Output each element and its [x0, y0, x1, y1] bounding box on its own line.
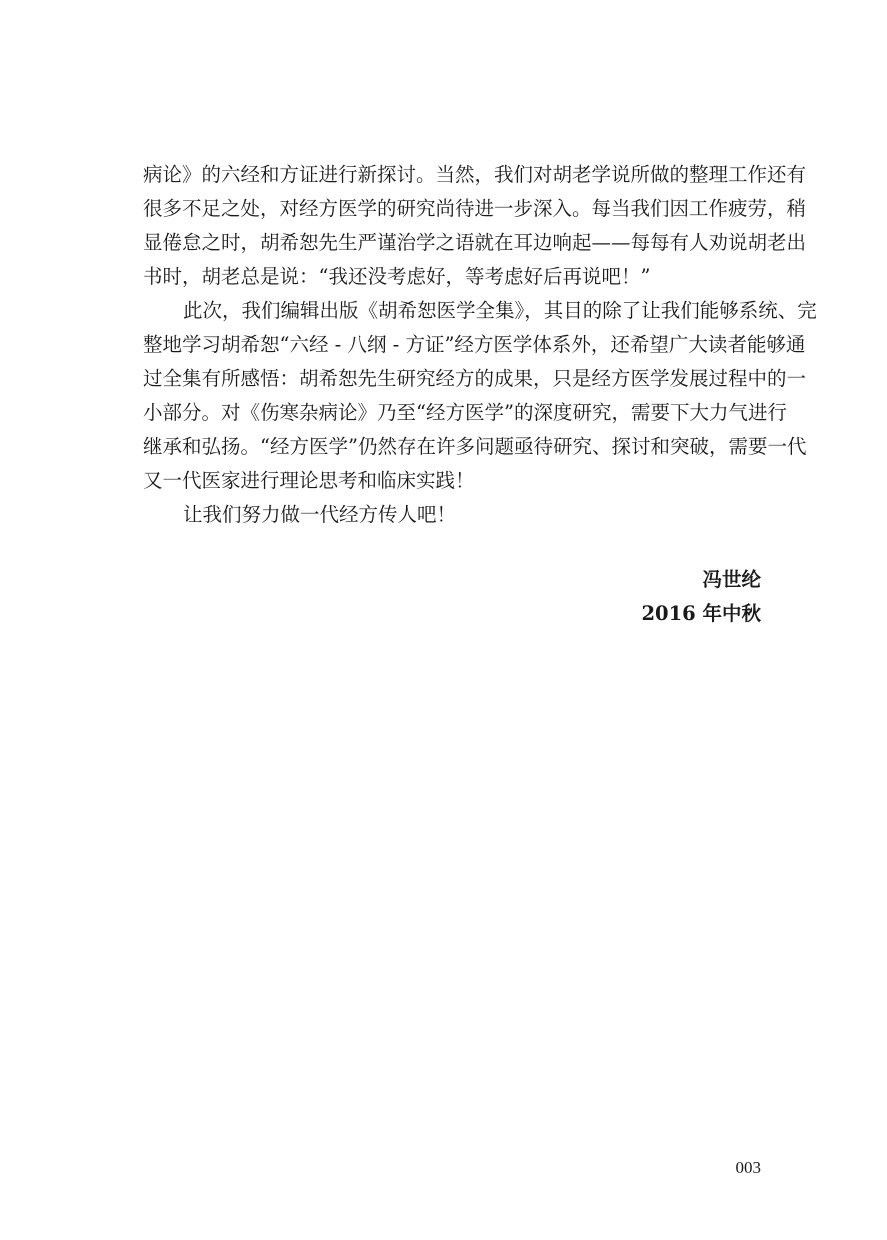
signature-block — [641, 563, 761, 631]
text-line: 显倦怠之时，胡希恕先生严谨治学之语就在耳边响起——每每有人劝说胡老出 — [143, 231, 807, 254]
text-line: 整地学习胡希恕“六经 - 八纲 - 方证”经方医学体系外，还希望广大读者能够通 — [143, 333, 806, 356]
paragraph-3 — [143, 498, 763, 532]
text-line: 又一代医家进行理论思考和临床实践！ — [143, 469, 475, 492]
text-line: 书时，胡老总是说：“我还没考虑好，等考虑好后再说吧！” — [143, 265, 651, 288]
text-line: 让我们努力做一代经方传人吧！ — [183, 503, 457, 526]
text-line: 过全集有所感悟：胡希恕先生研究经方的成果，只是经方医学发展过程中的一 — [143, 367, 807, 390]
signature-author: 冯世纶 — [702, 568, 761, 591]
text-line: 很多不足之处，对经方医学的研究尚待进一步深入。每当我们因工作疲劳，稍 — [143, 197, 807, 220]
text-line: 小部分。对《伤寒杂病论》乃至“经方医学”的深度研究，需要下大力气进行 — [143, 401, 787, 424]
text-line: 此次，我们编辑出版《胡希恕医学全集》，其目的除了让我们能够系统、完 — [183, 299, 817, 322]
paragraph-2 — [143, 294, 817, 498]
signature-date: 2016 年中秋 — [641, 602, 761, 625]
paragraph-1 — [143, 158, 807, 294]
text-line: 病论》的六经和方证进行新探讨。当然，我们对胡老学说所做的整理工作还有 — [143, 163, 807, 186]
text-line: 继承和弘扬。“经方医学”仍然存在许多问题亟待研究、探讨和突破，需要一代 — [143, 435, 807, 458]
page-number: 003 — [735, 1158, 761, 1177]
body-text — [143, 158, 817, 532]
